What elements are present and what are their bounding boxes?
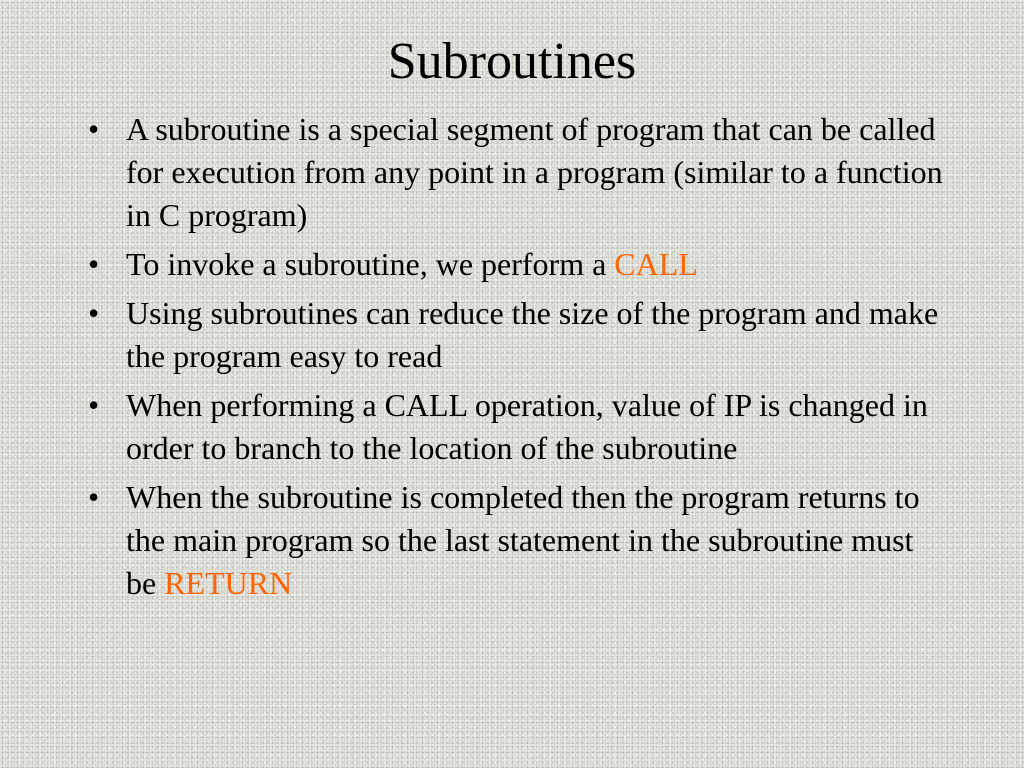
bullet-text: When performing a CALL operation, value of IP is changed in order to branch to the location of the subroutine: [126, 387, 928, 466]
bullet-point-icon: •: [88, 479, 100, 515]
bullet-text: A subroutine is a special segment of program that can be called for execution from any point in a program (similar to a function in C program): [126, 111, 943, 233]
slide-title: Subroutines: [387, 33, 637, 90]
bullet-item: [84, 292, 944, 378]
keyword-return: RETURN: [164, 565, 293, 601]
bullet-list: [84, 108, 944, 611]
bullet-point-icon: •: [88, 295, 100, 331]
bullet-item: [84, 384, 944, 470]
keyword-call: CALL: [614, 246, 698, 282]
bullet-text: When the subroutine is completed then the program returns to the main program so the last statement in the subroutine must be: [126, 479, 920, 601]
bullet-point-icon: •: [88, 111, 100, 147]
bullet-item: [84, 243, 944, 286]
bullet-item: [84, 108, 944, 237]
bullet-point-icon: •: [88, 246, 100, 282]
bullet-point-icon: •: [88, 387, 100, 423]
bullet-text: To invoke a subroutine, we perform a: [126, 246, 615, 282]
bullet-item: [84, 476, 944, 605]
bullet-text: Using subroutines can reduce the size of the program and make the program easy to read: [126, 295, 939, 374]
